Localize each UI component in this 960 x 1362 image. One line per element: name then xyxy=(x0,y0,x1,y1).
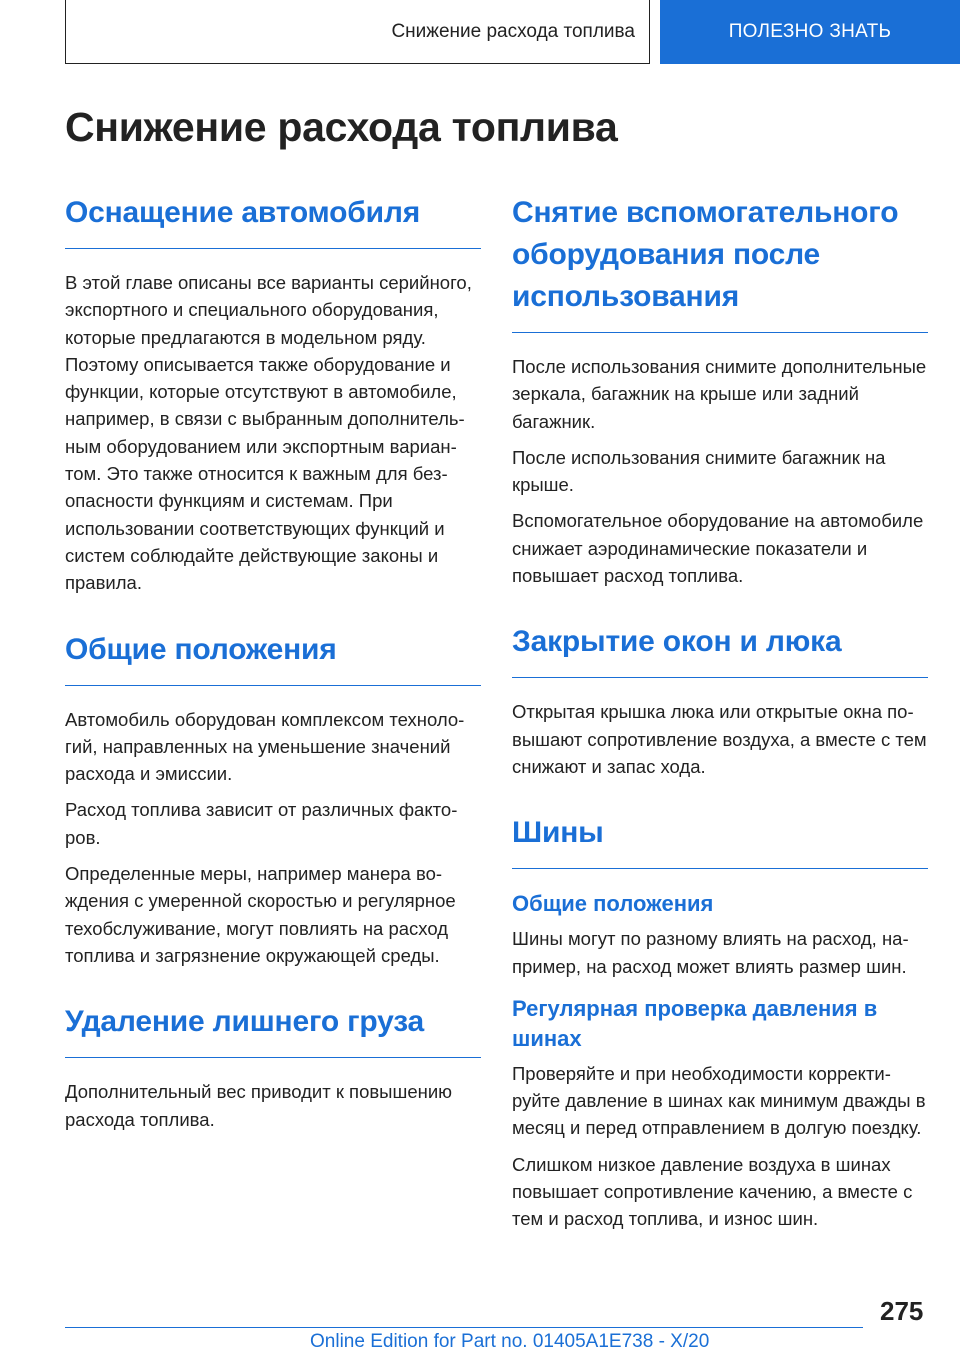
heading-remove-accessories: Снятие вспомогательного оборудования после использования xyxy=(512,192,928,333)
paragraph-accessories-2: После использования снимите багажник на крыше. xyxy=(512,446,886,496)
paragraph-general-2: Расход топлива зависит от различных факторов. xyxy=(65,799,458,848)
paragraph-tires-general: Шины могут по разному влиять на расход, например, на расход может влиять размер шин. xyxy=(512,928,909,977)
paragraph-tire-pressure-1: Проверяйте и при необходимости корректируйте давление в шинах как минимум дважды в месяц и перед отправлением в долгую поездку. xyxy=(512,1062,926,1139)
right-column xyxy=(512,192,928,1233)
header-section-title: ПОЛЕЗНО ЗНАТЬ xyxy=(728,21,892,42)
heading-general: Общие положения xyxy=(65,629,481,686)
paragraph-accessories-1: После использования снимите дополнительные зеркала, багажник на крыше или задний багажник. xyxy=(512,356,927,432)
heading-windows: Закрытие окон и люка xyxy=(512,621,928,678)
header-chapter-title: Снижение расхода топлива xyxy=(391,20,635,42)
paragraph-tire-pressure-2: Слишком низкое давление воздуха в шинах повышает сопротивление качению, а вместе с тем и расход топлива, и износ шин. xyxy=(512,1153,913,1230)
heading-remove-load: Удаление лишнего груза xyxy=(65,1001,481,1058)
page-number: 275 xyxy=(880,1296,924,1326)
heading-equipment: Оснащение автомобиля xyxy=(65,192,481,249)
footer-edition-link[interactable]: Online Edition for Part no. 01405A1E738 - X/20 xyxy=(310,1331,710,1352)
left-column xyxy=(65,192,481,1133)
header-section-tab xyxy=(660,0,960,64)
paragraph-equipment: В этой главе описаны все варианты серийного, экспортного и специального оборудования, которые предлагаются в модельном ряду. Поэтому описывается также оборудование и функции, которые отсутствуют в автомобиле, например, в связи с выбранным дополнительным оборудованием или экспортным вариантом. Это также относится к важным для безопасности функциям и системам. При использовании соответствующих функций и систем соблюдайте действующие законы и правила. xyxy=(65,272,472,594)
header-chapter-tab xyxy=(65,0,650,64)
paragraph-windows: Открытая крышка люка или открытые окна повышают сопротивление воздуха, а вместе с тем снижают и запас хода. xyxy=(512,701,927,777)
footer-divider xyxy=(65,1327,863,1328)
subheading-tire-pressure: Регулярная проверка давления в шинах xyxy=(512,995,878,1051)
paragraph-general-1: Автомобиль оборудован комплексом технологий, направленных на уменьшение значений расхода и эмиссии. xyxy=(65,708,465,785)
paragraph-accessories-3: Вспомогательное оборудование на автомобиле снижает аэродинамические показатели и повышает расход топлива. xyxy=(512,510,924,587)
page-title: Снижение расхода топлива xyxy=(65,104,618,150)
paragraph-remove-load: Дополнительный вес приводит к повышению расхода топлива. xyxy=(65,1081,453,1130)
heading-tires: Шины xyxy=(512,812,928,869)
paragraph-general-3: Определенные меры, например манера вождения с умеренной скоростью и регулярное техобслуживание, могут повлиять на расход топлива и загрязнение окружающей среды. xyxy=(65,863,456,966)
subheading-tires-general: Общие положения xyxy=(512,891,714,917)
